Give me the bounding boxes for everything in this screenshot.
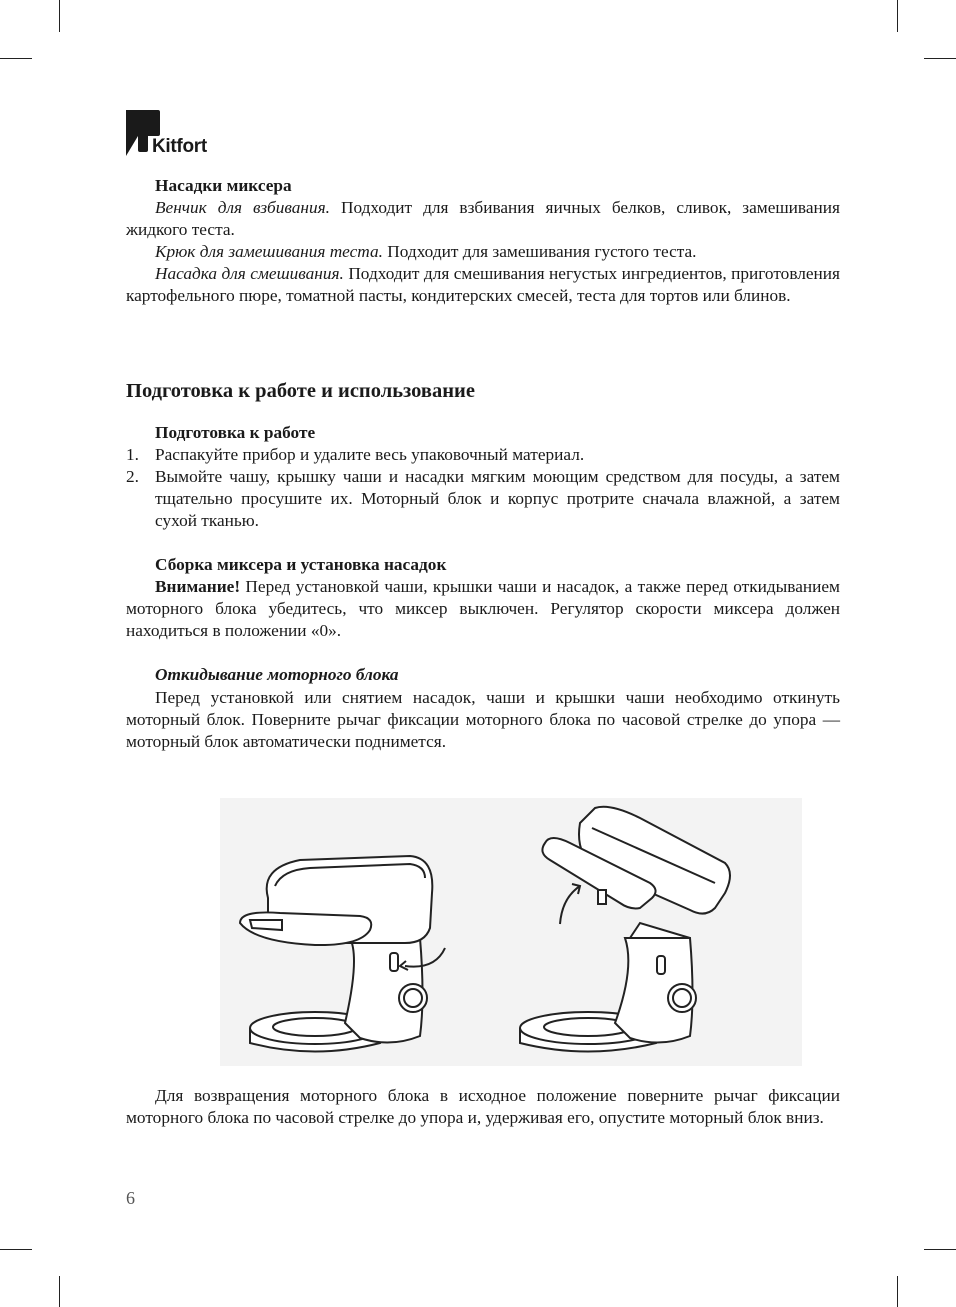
crop-mark [897,1276,898,1307]
brand-name: Kitfort [152,136,207,157]
section-title: Подготовка к работе и использование [126,379,475,402]
list-item [126,466,840,532]
page-content [126,175,840,753]
crop-mark [0,1249,32,1250]
step-number: 2. [126,466,139,486]
crop-mark [924,1249,956,1250]
attachment-hook [126,241,840,263]
return-text: Для возвращения моторного блока в исходное положение поверните рычаг фиксации моторного блока по часовой стрелке до упора и, удерживая его, опустите моторный блок вниз. [126,1086,840,1128]
attachment-name: Насадка для смешивания. [155,264,344,284]
crop-mark [924,58,956,59]
step-text: Вымойте чашу, крышку чаши и насадки мягким моющим средством для посуды, а затем тщательно просушите их. Моторный блок и корпус протрите сначала влажной, а затем сухой тканью. [155,466,840,530]
tilt-text: Перед установкой или снятием насадок, чаши и крышки чаши необходимо откинуть моторный блок. Поверните рычаг фиксации моторного блока по часовой стрелке до упора — моторный блок автоматически поднимется. [126,687,840,751]
list-item [126,444,840,466]
attachment-description: Подходит для смешивания негустых ингредиентов, приготовления картофельного пюре, томатной пасты, кондитерских смесей, теста для тортов или блинов. [126,264,840,306]
return-paragraph [126,1085,840,1129]
attachment-name: Венчик для взбивания. [155,198,330,218]
step-text: Распакуйте прибор и удалите весь упаковочный материал. [155,444,585,464]
warning-text: Перед установкой чаши, крышки чаши и насадок, а также перед откидыванием моторного блока убедитесь, что миксер выключен. Регулятор скорости миксера должен находиться в положении «0». [126,577,840,641]
mixer-illustration [220,798,802,1066]
attachment-beater [126,263,840,307]
assembly-heading: Сборка миксера и установка насадок [155,555,447,575]
page-number: 6 [126,1188,135,1208]
crop-mark [59,0,60,32]
attachment-description: Подходит для взбивания яичных белков, сливок, замешивания жидкого теста. [126,198,840,240]
crop-mark [59,1276,60,1307]
attachment-whisk [126,197,840,241]
step-number: 1. [126,444,139,464]
prep-heading: Подготовка к работе [155,422,316,442]
prep-steps [126,444,840,532]
tilt-heading: Откидывание моторного блока [155,665,399,685]
crop-mark [0,58,32,59]
warning-label: Внимание! [155,577,241,597]
crop-mark [897,0,898,32]
attachment-description: Подходит для замешивания густого теста. [387,242,697,262]
attachment-name: Крюк для замешивания теста. [155,242,383,262]
attachments-heading: Насадки миксера [155,176,292,195]
assembly-warning [126,576,840,642]
